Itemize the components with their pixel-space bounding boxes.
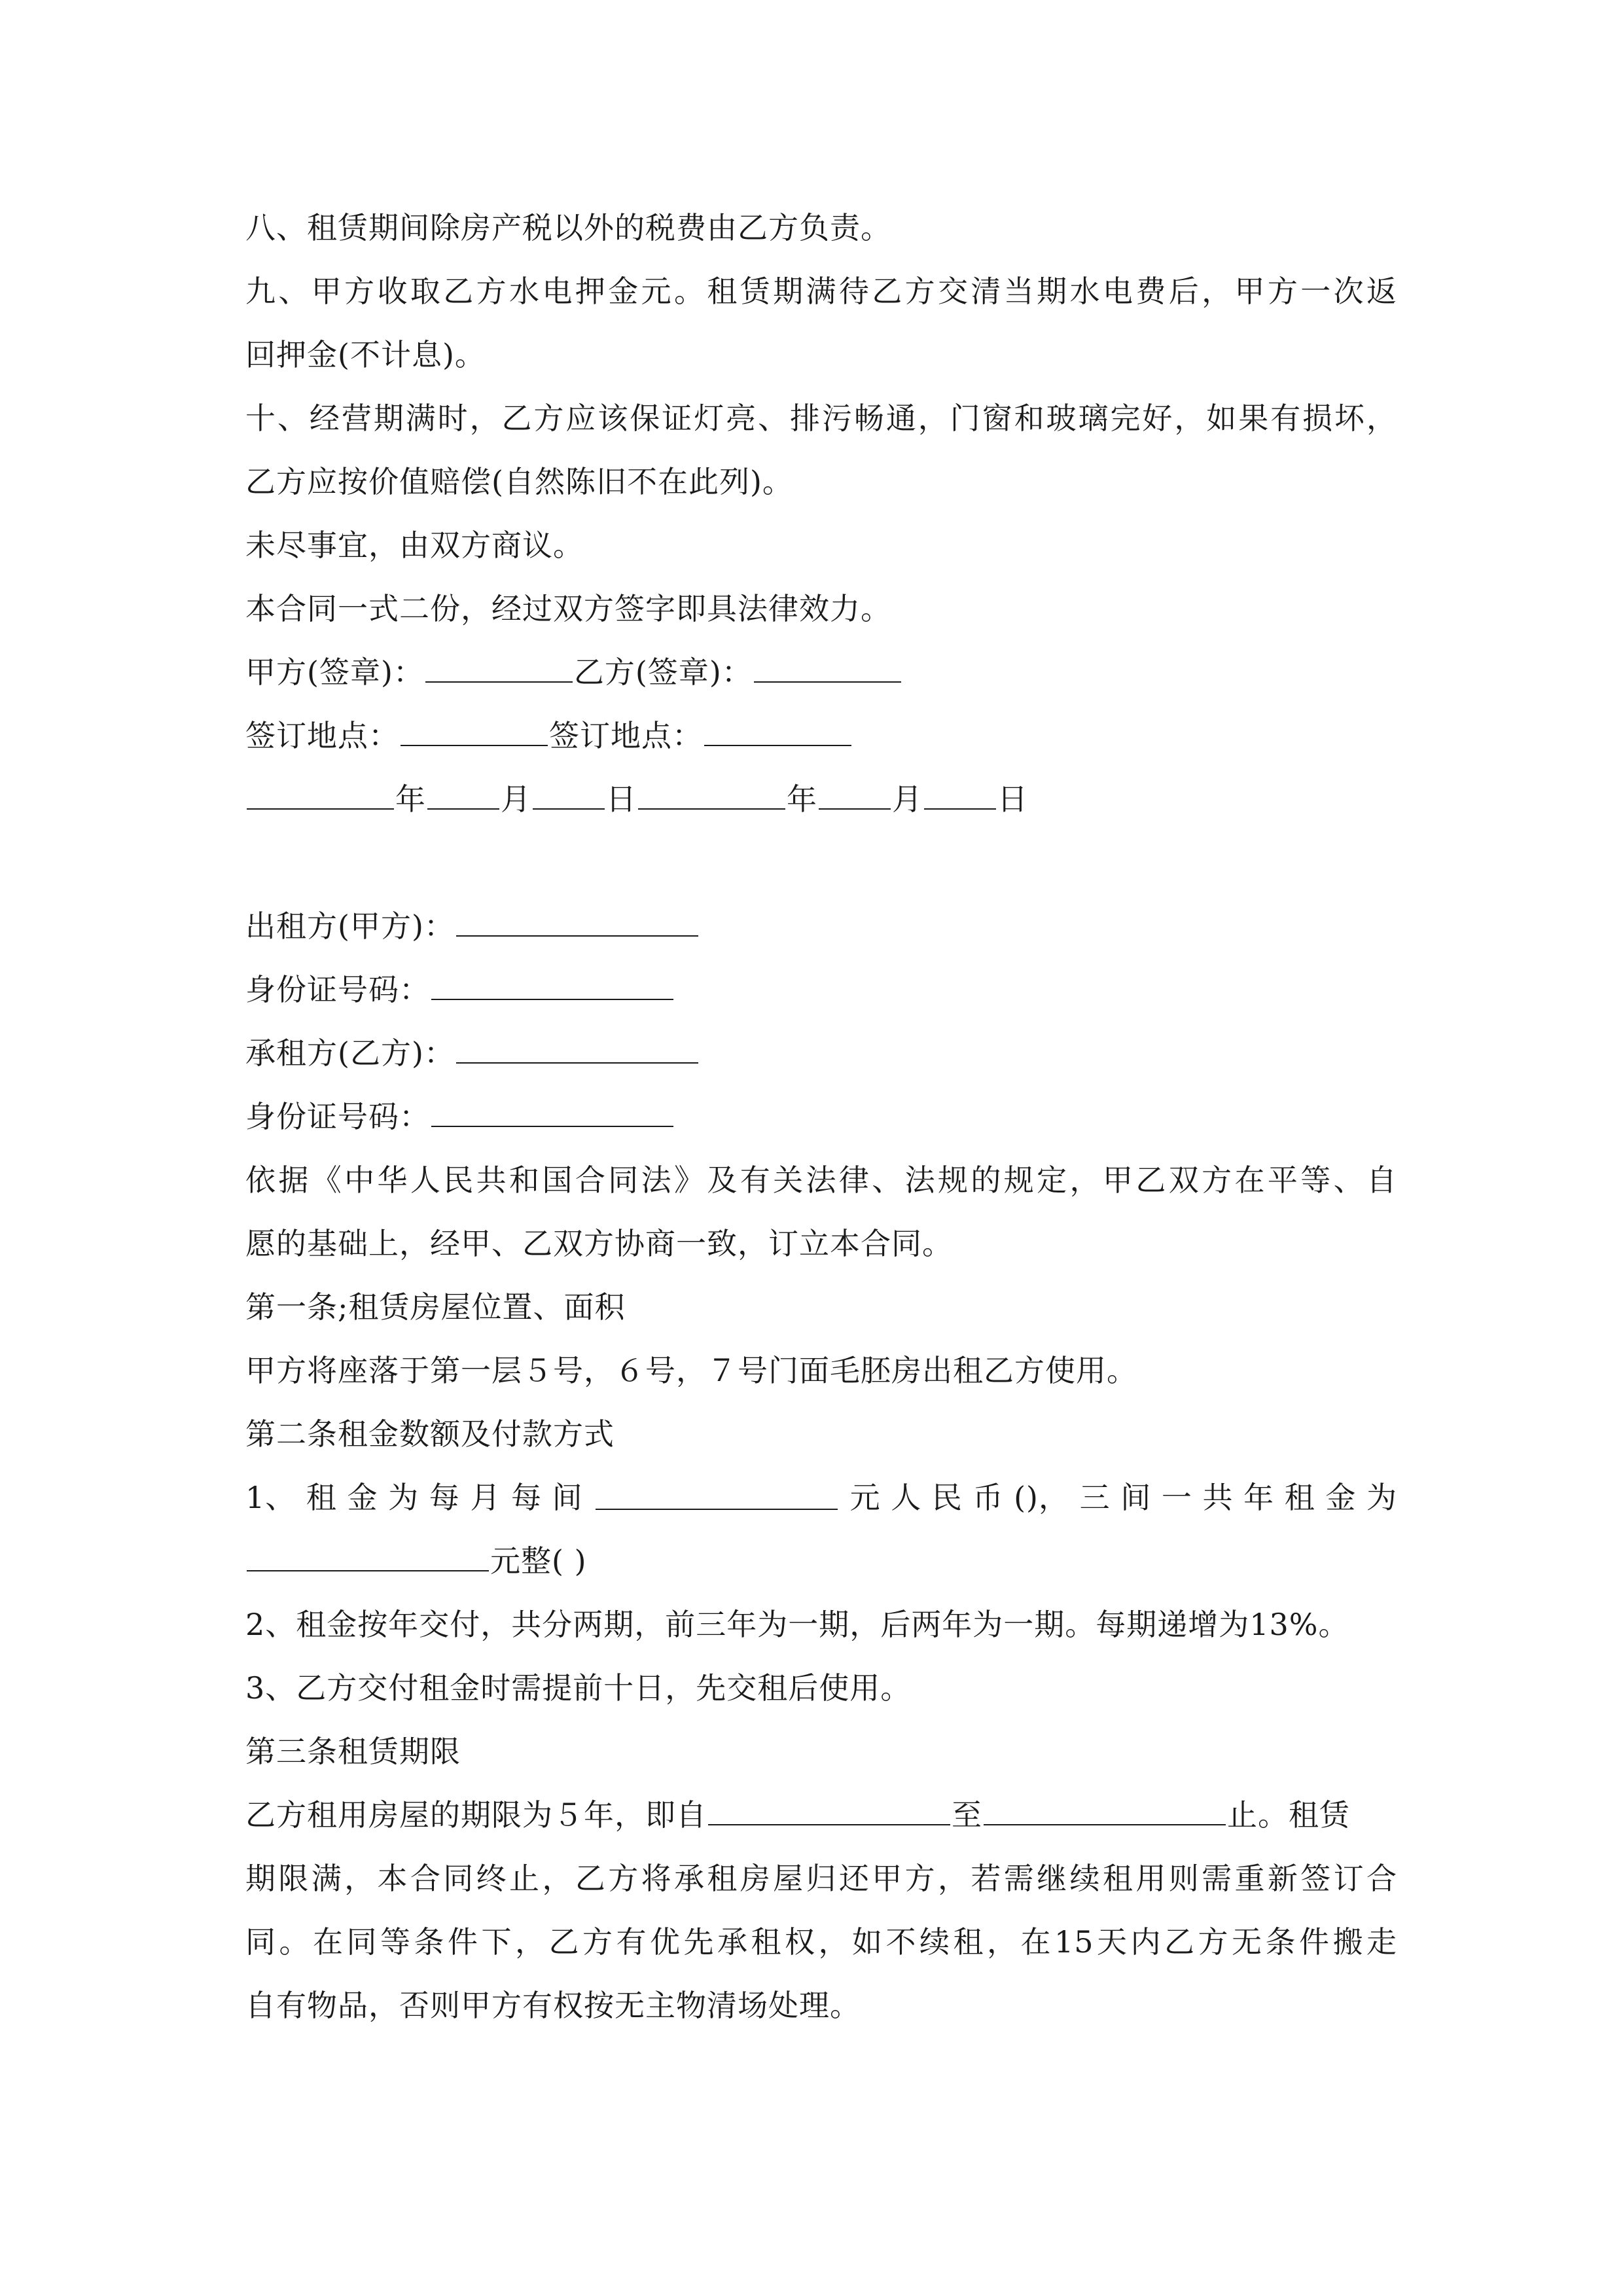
clause-9-line-1: 九、甲方收取乙方水电押金元。租赁期满待乙方交清当期水电费后，甲方一次返 — [245, 274, 1397, 309]
year-blank-a — [247, 782, 394, 810]
lessor-id-row — [245, 958, 1397, 1022]
article-1-heading: 第一条;租赁房屋位置、面积 — [245, 1289, 626, 1325]
clause-10-line-1: 十、经营期满时，乙方应该保证灯亮、排污畅通，门窗和玻璃完好，如果有损坏， — [245, 401, 1397, 436]
party-a-signature-blank — [425, 655, 573, 683]
lease-term-line-3: 同。在同等条件下，乙方有优先承租权，如不续租，在15天内乙方无条件搬走 — [245, 1924, 1397, 1960]
signing-place-blank-b — [704, 719, 851, 746]
clause-9-line-2: 回押金(不计息)。 — [245, 337, 486, 372]
lessee-label: 承租方(乙方)： — [245, 1035, 455, 1071]
annual-rent-blank — [247, 1544, 489, 1571]
day-label-b: 日 — [997, 781, 1028, 817]
unresolved-matters: 未尽事宜，由双方商议。 — [245, 528, 584, 563]
lease-term-to: 至 — [952, 1797, 982, 1833]
lessee-blank — [456, 1036, 698, 1064]
article-1-body: 甲方将座落于第一层５号，６号，７号门面毛胚房出租乙方使用。 — [245, 1353, 1137, 1388]
rent-per-room-label: 1、 租 金 为 每 月 每 间 — [245, 1480, 583, 1515]
year-label-b: 年 — [787, 781, 817, 817]
lease-term-line-4: 自有物品，否则甲方有权按无主物清场处理。 — [245, 1988, 861, 2023]
copies-statement: 本合同一式二份，经过双方签字即具法律效力。 — [245, 591, 891, 626]
lessor-row — [245, 895, 1397, 958]
preamble-line-1: 依据《中华人民共和国合同法》及有关法律、法规的规定，甲乙双方在平等、自 — [245, 1162, 1397, 1198]
rent-per-room-blank — [596, 1486, 838, 1510]
lessee-row — [245, 1022, 1397, 1085]
rent-amount-line-2 — [245, 1530, 1397, 1593]
party-b-signature-label: 乙方(签章)： — [573, 655, 753, 690]
party-b-signature-blank — [754, 655, 901, 683]
rent-amount-line-1 — [245, 1466, 1397, 1530]
lease-term-end: 止。租赁 — [1227, 1797, 1350, 1833]
month-label-a: 月 — [501, 781, 531, 817]
article-2-heading: 第二条租金数额及付款方式 — [245, 1416, 615, 1452]
lease-term-line-1 — [245, 1784, 1397, 1847]
party-a-signature-label: 甲方(签章)： — [245, 655, 424, 690]
date-row — [245, 768, 1397, 831]
lessor-id-blank — [431, 973, 673, 1000]
lessee-id-label: 身份证号码： — [245, 1099, 430, 1134]
annual-rent-unit: 元整( ) — [490, 1543, 587, 1579]
signing-place-row — [245, 704, 1397, 768]
lease-term-label: 乙方租用房屋的期限为５年，即自 — [245, 1797, 707, 1833]
section-spacer — [245, 831, 1397, 895]
signing-place-blank-a — [401, 719, 548, 746]
lease-end-blank — [984, 1798, 1226, 1825]
lease-start-blank — [708, 1798, 950, 1825]
lessee-id-blank — [431, 1100, 673, 1127]
signature-row — [245, 641, 1397, 704]
day-blank-a — [533, 782, 605, 810]
lessee-id-row — [245, 1085, 1397, 1149]
year-label-a: 年 — [395, 781, 426, 817]
month-blank-a — [427, 782, 499, 810]
rent-advance-payment: 3、乙方交付租金时需提前十日，先交租后使用。 — [245, 1670, 912, 1706]
clause-8: 八、租赁期间除房产税以外的税费由乙方负责。 — [245, 210, 891, 245]
month-blank-b — [819, 782, 891, 810]
signing-place-label-a: 签订地点： — [245, 718, 399, 753]
document-page — [245, 196, 1397, 2037]
lessor-label: 出租方(甲方)： — [245, 908, 455, 944]
annual-rent-label: 元 人 民 币 ()， 三 间 一 共 年 租 金 为 — [849, 1480, 1397, 1515]
lessor-blank — [456, 909, 698, 937]
day-blank-b — [924, 782, 996, 810]
rent-payment-schedule: 2、租金按年交付，共分两期，前三年为一期，后两年为一期。每期递增为13%。 — [245, 1607, 1349, 1642]
lessor-id-label: 身份证号码： — [245, 972, 430, 1007]
lease-term-line-2: 期限满，本合同终止，乙方将承租房屋归还甲方，若需继续租用则需重新签订合 — [245, 1861, 1397, 1896]
month-label-b: 月 — [892, 781, 923, 817]
day-label-a: 日 — [606, 781, 637, 817]
year-blank-b — [638, 782, 785, 810]
article-3-heading: 第三条租赁期限 — [245, 1734, 461, 1769]
preamble-line-2: 愿的基础上，经甲、乙双方协商一致，订立本合同。 — [245, 1226, 953, 1261]
signing-place-label-b: 签订地点： — [549, 718, 703, 753]
clause-10-line-2: 乙方应按价值赔偿(自然陈旧不在此列)。 — [245, 464, 793, 499]
